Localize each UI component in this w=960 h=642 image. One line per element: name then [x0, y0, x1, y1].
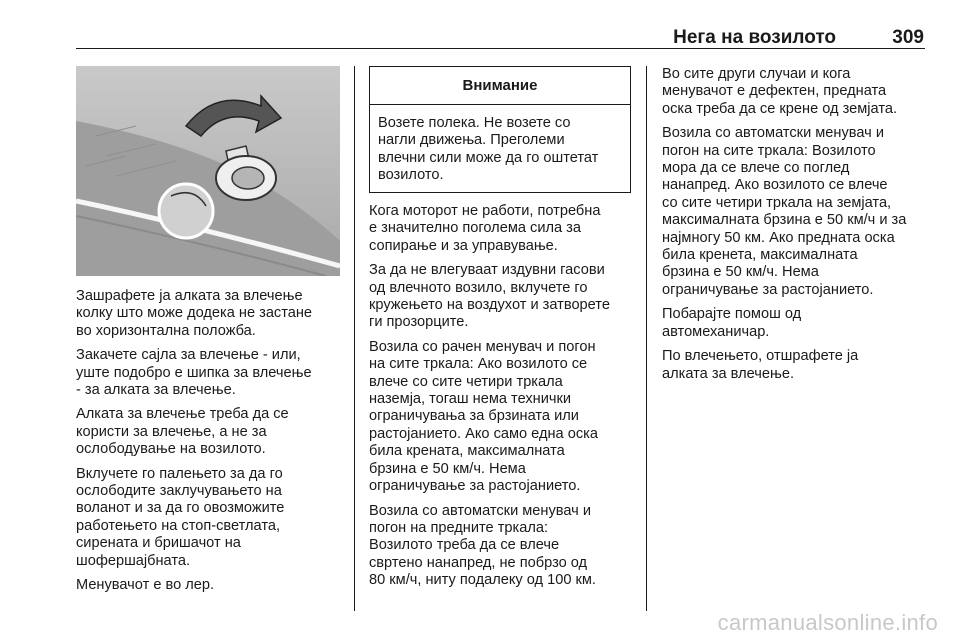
text-line: максималната брзина е 50 км/ч и за — [662, 212, 907, 229]
text-line: автомеханичар. — [662, 323, 770, 340]
tow-eye-illustration — [76, 66, 340, 276]
text-line: ги прозорците. — [369, 314, 469, 331]
tow-eye-drawing — [76, 66, 340, 276]
text-line: мора да се влече со поглед — [662, 160, 850, 177]
page-number: 309 — [892, 27, 924, 48]
text-line: најмногу 50 км. Ако предната оска — [662, 229, 895, 246]
text-line: е значително поголема сила за — [369, 220, 581, 237]
text-line: влече со сите четири тркала — [369, 373, 563, 390]
warning-line: возилото. — [378, 167, 444, 184]
text-line: Возила со автоматски менувач и — [662, 125, 884, 142]
paragraph — [76, 577, 341, 594]
text-line: Вклучете го палењето за да го — [76, 465, 283, 482]
text-line: колку што може додека не застане — [76, 305, 313, 322]
paragraph — [76, 347, 341, 399]
paragraph — [369, 262, 631, 332]
column-divider-left — [354, 66, 355, 611]
paragraph — [662, 125, 925, 299]
text-column-3 — [662, 66, 925, 390]
warning-line: нагли движења. Преголеми — [378, 132, 565, 149]
text-line: ослободување на возилото. — [76, 441, 266, 458]
text-line: Во сите други случаи и кога — [662, 66, 851, 82]
text-line: ограничувања за брзината или — [369, 408, 579, 425]
watermark: carmanualsonline.info — [717, 610, 938, 635]
text-line: Кога моторот не работи, потребна — [369, 203, 601, 219]
text-line: Алката за влечење треба да се — [76, 406, 289, 423]
column-divider-right — [646, 66, 647, 611]
text-line: Возилото треба да се влече — [369, 537, 560, 554]
text-line: шофершајбната. — [76, 552, 191, 569]
text-column-2 — [369, 203, 631, 597]
text-line: растојанието. Ако само една оска — [369, 425, 598, 442]
text-line: со сите четири тркала на земјата, — [662, 194, 892, 211]
text-line: За да не влегуваат издувни гасови — [369, 262, 605, 279]
text-line: 80 км/ч, ниту подалеку од 100 км. — [369, 572, 596, 589]
text-line: наземја, тогаш нема технички — [369, 391, 572, 408]
paragraph — [76, 406, 341, 458]
text-line: сирената и бришачот на — [76, 535, 241, 552]
text-line: ослободите заклучувањето на — [76, 483, 282, 500]
text-line: брзина е 50 км/ч. Нема — [662, 264, 819, 281]
warning-title: Внимание — [370, 67, 630, 105]
text-line: нанапред. Ако возилото се влече — [662, 177, 888, 194]
warning-line: Возете полека. Не возете со — [378, 115, 571, 131]
paragraph — [662, 306, 925, 341]
paragraph — [76, 466, 341, 570]
text-line: менувачот е дефектен, предната — [662, 83, 887, 100]
text-line: користи за влечење, а не за — [76, 423, 267, 440]
text-line: свртено нанапред, не побрзо од — [369, 554, 588, 571]
header-rule — [76, 48, 925, 49]
text-line: во хоризонтална положба. — [76, 322, 256, 339]
warning-line: влечни сили може да го оштетат — [378, 149, 599, 166]
text-line: била кренета, максималната — [662, 247, 858, 264]
text-line: алката за влечење. — [662, 365, 794, 382]
warning-box — [369, 66, 631, 193]
paragraph — [662, 66, 925, 118]
text-line: По влечењето, отшрафете ја — [662, 348, 859, 365]
text-line: работењето на стоп-светлата, — [76, 517, 281, 534]
text-line: ограничување за растојанието. — [369, 478, 581, 495]
header-title: Нега на возилото — [673, 27, 836, 48]
text-line: била крената, максималната — [369, 443, 565, 460]
text-line: на сите тркала: Ако возилото се — [369, 356, 588, 373]
text-line: Закачете сајла за влечење - или, — [76, 347, 301, 364]
text-line: Возила со рачен менувач и погон — [369, 338, 596, 355]
text-line: од влечното возило, вклучете го — [369, 279, 588, 296]
text-line: уште подобро е шипка за влечење — [76, 364, 312, 381]
text-line: кружењето на воздухот и затворете — [369, 297, 610, 314]
text-line: - за алката за влечење. — [76, 382, 236, 399]
text-line: Зашрафете ја алката за влечење — [76, 288, 303, 304]
text-line: оска треба да се крене од земјата. — [662, 100, 898, 117]
text-column-1 — [76, 288, 341, 602]
text-line: воланот и за да го овозможите — [76, 500, 285, 517]
paragraph — [369, 203, 631, 255]
text-line: брзина е 50 км/ч. Нема — [369, 460, 526, 477]
paragraph — [369, 339, 631, 496]
text-line: Возила со автоматски менувач и — [369, 502, 591, 519]
warning-body — [370, 105, 630, 185]
text-line: погон на сите тркала: Возилото — [662, 142, 876, 159]
text-line: погон на предните тркала: — [369, 519, 549, 536]
paragraph — [76, 288, 341, 340]
text-line: Менувачот е во лер. — [76, 577, 215, 594]
paragraph — [662, 348, 925, 383]
paragraph — [369, 503, 631, 590]
text-line: сопирање и за управување. — [369, 237, 558, 254]
text-line: ограничување за растојанието. — [662, 281, 874, 298]
text-line: Побарајте помош од — [662, 306, 802, 323]
